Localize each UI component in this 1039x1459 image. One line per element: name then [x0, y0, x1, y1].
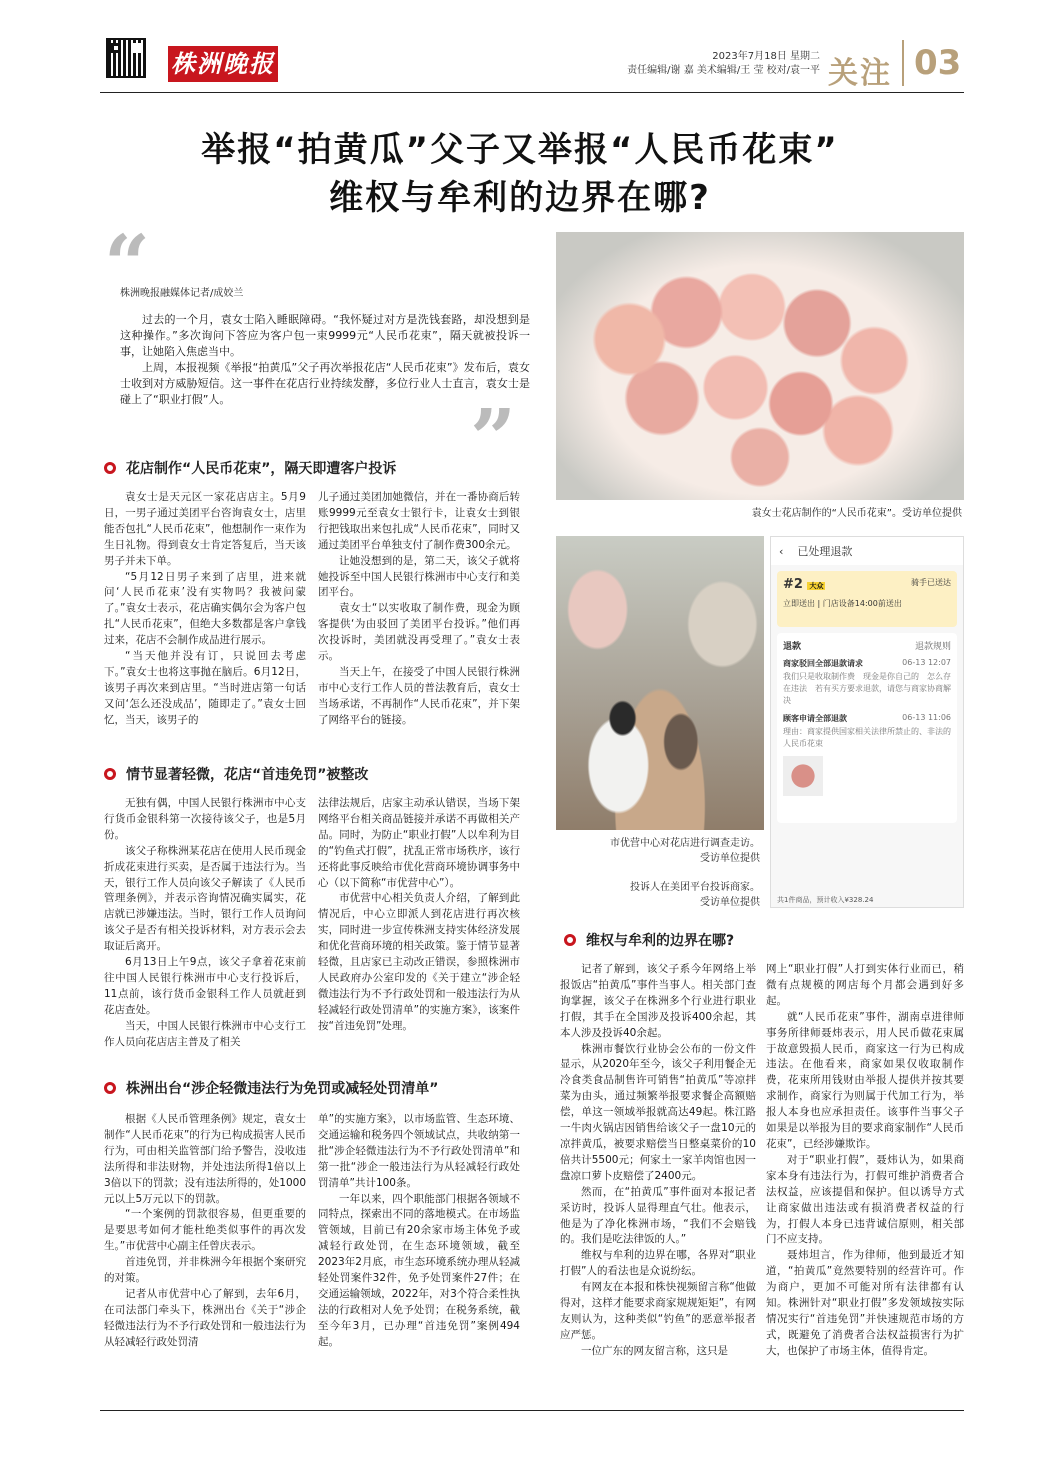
- screenshot-titlebar: [771, 537, 963, 565]
- issue-date: 2023年7月18日 星期二: [712, 51, 820, 62]
- section-heading: [104, 1078, 438, 1098]
- text-column: [766, 962, 964, 1360]
- close-quote-mark: ”: [470, 391, 517, 485]
- text-column: [104, 796, 306, 1051]
- paragraph: 聂炜坦言，作为律师，他到最近才知道，“拍黄瓜”竟然要特别的经营许可。作为商户，更加不可能对所有法律都有认知。株洲针对“职业打假”多发领域按实际情况实行“首违免罚”并快速规范市场的方式，既避免了消费者合法权益损害行为扩大，也保护了市场主体，值得肯定。: [766, 1249, 964, 1357]
- paragraph: “当天他并没有订，只说回去考虑下。”袁女士也将这事抛在脑后。6月12日，该男子再次来到店里。“当时进店第一句话又问‘怎么还没成品’，随即走了。”袁女士回忆，当天，该男子的: [104, 650, 306, 726]
- section-heading-text: 情节显著轻微，花店“首违免罚”被整改: [126, 767, 369, 783]
- open-quote-mark: “: [104, 217, 151, 311]
- shop-visit-photo: [556, 536, 764, 830]
- page-number: 03: [902, 40, 961, 86]
- section-heading: [104, 458, 396, 478]
- order-card: [777, 571, 957, 627]
- editor-credits: 责任编辑/谢 嘉 美术编辑/王 莹 校对/袁一平: [627, 65, 820, 76]
- paragraph: 维权与牟利的边界在哪，各界对“职业打假”人的看法也是众说纷纭。: [560, 1249, 756, 1278]
- headline-line-2: 维权与牟利的边界在哪?: [329, 178, 711, 218]
- text-column: [560, 962, 756, 1360]
- refund-screenshot: [770, 536, 964, 908]
- paragraph: 让她没想到的是，第二天，该父子就将她投诉至中国人民银行株洲市中心支行和美团平台。: [318, 554, 520, 599]
- order-number: #2 大众: [783, 577, 824, 592]
- section-heading: [104, 764, 368, 784]
- text-column: [318, 490, 520, 729]
- back-arrow-icon: ‹: [779, 544, 784, 558]
- refund-item-text: 我们只是收取制作费 现金是你自己的 怎么存在违法 若有买方要求退款，请您与商家协商解决: [783, 672, 951, 705]
- paragraph: 单”的实施方案》，以市场监管、生态环境、交通运输和税务四个领域试点，共收纳第一批“涉企轻微违法行为不予行政处罚清单”和第一批“涉企一般违法行为从轻减轻行政处罚清单”共计100条。: [318, 1113, 520, 1189]
- footer-rule: [100, 1410, 964, 1411]
- paragraph: 当天，中国人民银行株洲市中心支行工作人员向花店店主普及了相关: [104, 1019, 306, 1048]
- paragraph: 对于“职业打假”，聂炜认为，如果商家本身有违法行为，打假可维护消费者合法权益，应该提倡和保护。但以诱导方式让商家做出违法或有损消费者权益的行为，打假人本身已违背诚信原则，相关部门不应支持。: [766, 1153, 964, 1246]
- section-heading-text: 维权与牟利的边界在哪?: [586, 933, 735, 949]
- refund-item-text: 理由：商家提供国家相关法律所禁止的、非法的人民币花束: [783, 727, 951, 748]
- caption-line: 市优营中心对花店进行调查走访。: [610, 838, 760, 849]
- paragraph: 就“人民币花束”事件，湖南卓进律师事务所律师聂炜表示，用人民币做花束属于故意毁损人民币，商家这一行为已构成违法。在他看来，商家如果仅收取制作费，花束所用钱财由举报人提供并按其要求制作，商家行为则属于代加工行为，举报人本身也应承担责任。该事件当事父子如果是以举报为目的要求商家制作“人民币花束”，已经涉嫌欺诈。: [766, 1010, 964, 1150]
- paragraph: 市优营中心相关负责人介绍，了解到此情况后，中心立即派人到花店进行再次核实，同时进一步宣传株洲支持实体经济发展和优化营商环境的相关政策。鉴于情节显著轻微，且店家已主动改正错误，参照株洲市人民政府办公室印发的《关于建立“涉企轻微违法行为不予行政处罚和一般违法行为从轻减轻行政处罚清单”的实施方案》，该案件按“首违免罚”处理。: [318, 892, 520, 1032]
- paragraph: 首违免罚，并非株洲今年根据个案研究的对策。: [104, 1256, 306, 1285]
- refund-item-time: 06-13 11:06: [902, 713, 951, 722]
- caption-line: 受访单位提供: [700, 897, 760, 908]
- paragraph: 然而，在“拍黄瓜”事件面对本报记者采访时，投诉人显得理直气壮。他表示，他是为了净化株洲市场，“我们不会赔钱的。我们是吃法律饭的人。”: [560, 1185, 756, 1246]
- order-line: 立即送出 | 门店设备14:00前送出: [783, 599, 902, 608]
- text-column: [104, 1112, 306, 1351]
- paragraph: 袁女士“以实收取了制作费，现金为顾客提供‘为由驳回了美团平台投诉。”他们再次投诉时，美团就没再受理了。”袁女士表示。: [318, 602, 520, 663]
- paragraph: “5月12日男子来到了店里，进来就问‘人民币花束’没有实物吗？我被问蒙了。”袁女士表示，花店确实偶尔会为客户包扎“人民币花束”，但绝大多数都是客户拿钱过来，花店不会制作成品进行展示。: [104, 570, 306, 647]
- shop-photo-caption: [556, 836, 760, 866]
- refund-label: 退款: [783, 642, 802, 652]
- paragraph: 有网友在本报和株快视频留言称“他做得对，这样才能要求商家规规矩矩”，有网友则认为，这种类似“钓鱼”的恶意举报者应严惩。: [560, 1281, 756, 1341]
- bullet-icon: [564, 934, 576, 946]
- section-heading-text: 株洲出台“涉企轻微违法行为免罚或减轻处罚清单”: [126, 1081, 439, 1097]
- bullet-icon: [104, 1082, 116, 1094]
- paragraph: 法律法规后，店家主动承认错误，当场下架网络平台相关商品链接并承诺不再做相关产品。同时，为防止“职业打假”人以牟利为目的“钓鱼式打假”，扰乱正常市场秩序，该行还将此事反映给市优化营商环境协调事务中心（以下简称“市优营中心”）。: [318, 797, 520, 889]
- qr-code: [106, 38, 146, 78]
- caption-line: 受访单位提供: [700, 853, 760, 864]
- paragraph: 袁女士是天元区一家花店店主。5月9日，一男子通过美团平台咨询袁女士，店里能否包扎“人民币花束”，他想制作一束作为生日礼物。得到袁女士肯定答复后，当天该男子并未下单。: [104, 491, 306, 567]
- paragraph: 一年以来，四个职能部门根据各领域不同特点，探索出不同的落地模式。在市场监管领域，目前已有20余家市场主体免予或减轻行政处罚，在生态环境领域，截至2023年2月底，市生态环境系统办理从轻减轻处罚案件32件，免予处罚案件27件；在交通运输领域，2022年，对3个符合柔性执法的行政相对人免予处罚；在税务系统，截至今年3月，已办理“首违免罚”案例494起。: [318, 1192, 520, 1348]
- refund-item-time: 06-13 12:07: [902, 658, 951, 667]
- rider-status: 骑手已送达: [911, 578, 951, 587]
- section-heading: [564, 930, 734, 950]
- paragraph: 该父子称株洲某花店在使用人民币现金折成花束进行买卖，是否属于违法行为。当天，银行工作人员向该父子解读了《人民币管理条例》，并表示咨询情况确实属实，花店就已涉嫌违法。当时，银行工作人员询问该父子是否有相关投诉材料，对方表示会去取证后离开。: [104, 844, 306, 953]
- byline: 株洲晚报融媒体记者/成姣兰: [120, 288, 244, 299]
- section-name: 关注: [828, 56, 892, 91]
- paragraph: “一个案例的罚款很容易，但更重要的是要思考如何才能杜绝类似事件的再次发生。”市优营中心副主任曾庆表示。: [104, 1208, 306, 1253]
- bouquet-photo: [556, 232, 964, 500]
- paragraph: 无独有偶，中国人民银行株洲市中心支行货币金银科第一次接待该父子，也是5月份。: [104, 797, 306, 841]
- newspaper-logo: 株洲晚报: [168, 46, 278, 82]
- paragraph: 记者从市优营中心了解到，去年6月，在司法部门牵头下，株洲出台《关于“涉企轻微违法行为不予行政处罚和一般违法行为从轻减轻行政处罚清: [104, 1287, 306, 1348]
- lead-paragraphs: [120, 312, 530, 408]
- text-column: [318, 1112, 520, 1351]
- refund-card: [777, 633, 957, 823]
- phone-screenshot-caption: [556, 880, 760, 910]
- refund-rules: 退款规则: [914, 642, 951, 652]
- bouquet-thumbnail: [783, 756, 823, 796]
- text-column: [104, 490, 306, 729]
- headline-line-1: 举报“拍黄瓜”父子又举报“人民币花束”: [201, 130, 839, 170]
- header-rule: [100, 92, 964, 93]
- paragraph: 6月13日上午9点，该父子拿着花束前往中国人民银行株洲市中心支行投诉后，11点前，该行货币金银科工作人员就赶到花店查处。: [104, 956, 306, 1016]
- bullet-icon: [104, 462, 116, 474]
- caption-line: 投诉人在美团平台投诉商家。: [630, 882, 760, 893]
- order-total: 共1件商品，预计收入¥328.24: [777, 896, 874, 904]
- paragraph: 记者了解到，该父子系今年网络上举报饭店“拍黄瓜”事件当事人。相关部门查询掌握，该父子在株洲多个行业进行职业打假，其手在全国涉及投诉400余起，其本人涉及投诉40余起。: [560, 963, 756, 1039]
- bouquet-caption: 袁女士花店制作的“人民币花束”。受访单位提供: [751, 508, 962, 519]
- screenshot-title: 已处理退款: [797, 545, 853, 558]
- bullet-icon: [104, 768, 116, 780]
- paragraph: 一位广东的网友留言称，这只是: [581, 1344, 728, 1357]
- paragraph: 儿子通过美团加她微信，并在一番协商后转账9999元至袁女士银行卡，让袁女士到银行把钱取出来包扎成“人民币花束”，同时又通过美团平台单独支付了制作费300余元。: [318, 491, 520, 551]
- paragraph: 根据《人民币管理条例》规定，袁女士制作“人民币花束”的行为已构成损害人民币行为，可由相关监管部门给予警告，没收违法所得和非法财物，并处违法所得1倍以上3倍以下的罚款；没有违法所得的，处1000元以上5万元以下的罚款。: [104, 1113, 306, 1205]
- header-info: [592, 50, 820, 78]
- refund-item-title: 商家驳回全部退款请求: [783, 659, 863, 668]
- section-heading-text: 花店制作“人民币花束”，隔天即遭客户投诉: [126, 461, 397, 477]
- refund-item-title: 顾客申请全部退款: [783, 714, 847, 723]
- lead-paragraph: 上周，本报视频《举报“拍黄瓜”父子再次举报花店“人民币花束”》发布后，袁女士收到对方威胁短信。这一事件在花店行业持续发酵，多位行业人士直言，袁女士是碰上了“职业打假”人。: [120, 361, 530, 406]
- text-column: [318, 796, 520, 1035]
- paragraph: 当天上午，在接受了中国人民银行株洲市中心支行工作人员的普法教育后，袁女士当场承诺，不再制作“人民币花束”，并下架了网络平台的链接。: [318, 665, 520, 726]
- lead-paragraph: 过去的一个月，袁女士陷入睡眠障碍。“我怀疑过对方是洗钱套路，却没想到是这种操作。”多次询问下答应为客户包一束9999元“人民币花束”，隔天就被投诉一事，让她陷入焦虑当中。: [120, 313, 530, 358]
- paragraph: 株洲市餐饮行业协会公布的一份文件显示，从2020年至今，该父子利用餐企无冷食类食品制售许可销售“拍黄瓜”等凉拌菜为由头，通过频繁举报要求餐企高额赔偿，单这一领域举报就高达49起。株江路一牛肉火锅店因销售给该父子一盘10元的凉拌黄瓜，被要求赔偿当日整桌菜价的10倍共计5500元；何家土一家羊肉馆也因一盘凉口萝卜皮赔偿了2400元。: [560, 1042, 756, 1182]
- paragraph: 网上“职业打假”人打到实体行业而已，稍微有点规模的网店每个月都会遇到好多起。: [766, 963, 964, 1007]
